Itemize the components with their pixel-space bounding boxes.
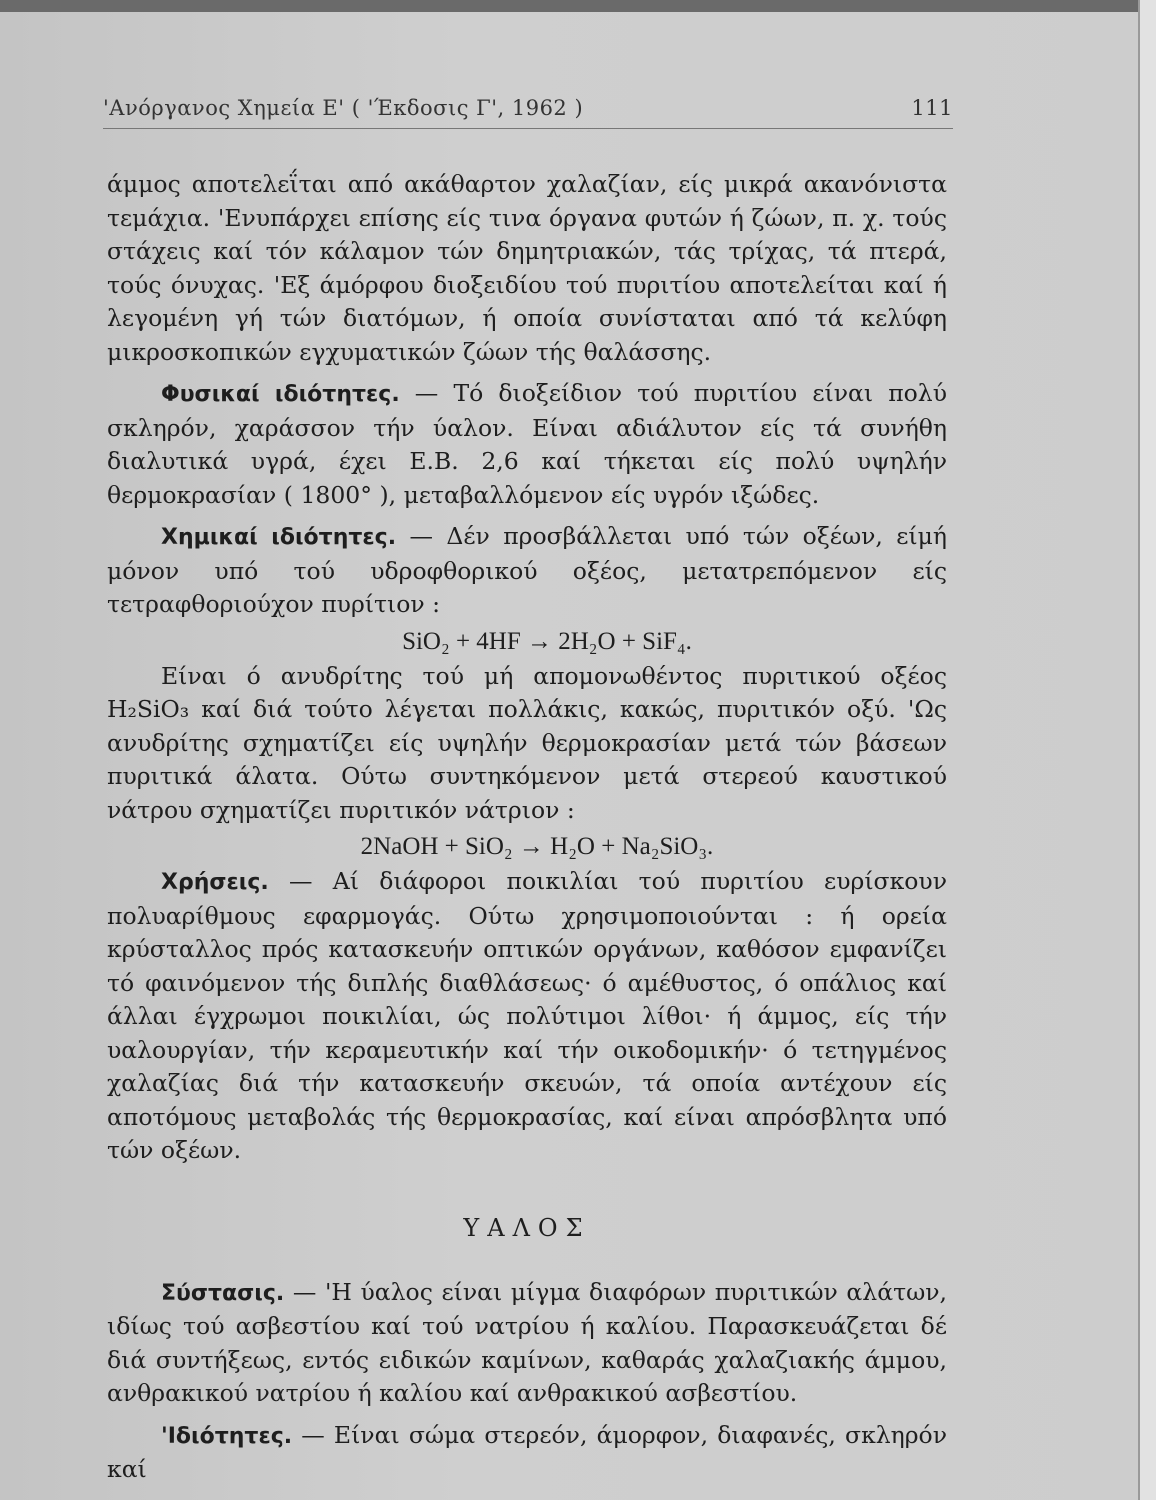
running-header (103, 96, 953, 130)
paragraph-glass-properties (107, 1419, 947, 1487)
paragraph-chemical-properties (107, 520, 947, 622)
paragraph-composition (107, 1276, 947, 1411)
equation-naoh: 2NaOH + SiO₂ → H₂O + Na₂SiO₃. (360, 833, 714, 860)
paragraph-uses (107, 865, 947, 1168)
scan-edge-top (0, 0, 1140, 12)
equation-hf: SiO₂ + 4HF → 2H₂O + SiF₄. (402, 627, 692, 655)
physical-properties-text: — Τό διοξείδιον τού πυριτίου είναι πολύ σκληρόν, χαράσσον τήν ύαλον. Είναι αδιάλυτον είς τά συνήθη διαλυτικά υγρά, έχει Ε.Β. 2,6 καί τήκεται είς πολύ υψηλήν θερμοκρασίαν ( 1800° ), μεταβαλλόμενον είς υγρόν ιξώδες. (107, 379, 947, 509)
paragraph-anhydride: Είναι ό ανυδρίτης τού μή απομονωθέντος πυριτικού οξέος H₂SiO₃ καί διά τούτο λέγεται πολλάκις, κακώς, πυριτικόν οξύ. 'Ως ανυδρίτης σχηματίζει είς υψηλήν θερμοκρασίαν μετά τών βάσεων πυριτικά άλατα. Ούτω συντηκόμενον μετά στερεού καυστικού νάτρου σχηματίζει πυριτικόν νάτριον : (107, 661, 947, 824)
scan-edge-right (1138, 0, 1156, 1500)
uses-text: — Αί διάφοροι ποικιλίαι τού πυριτίου ευρίσκουν πολυαρίθμους εφαρμογάς. Ούτω χρησιμοποιούνται : ή ορεία κρύσταλλος πρός κατασκευήν οπτικών οργάνων, καθόσον εμφανίζει τό φαινόμενον τής διπλής διαθλάσεως· ό αμέθυστος, ό οπάλιος καί άλλαι έγχρωμοι ποικιλίαι, ώς πολύτιμοι λίθοι· ή άμμος, είς τήν υαλουργίαν, τήν κεραμευτικήν καί τήν οικοδομικήν· ό τετηγμένος χαλαζίας διά τήν κατασκευήν σκευών, τά οποία αντέχουν είς αποτόμους μεταβολάς τής θερμοκρασίας, καί είναι απρόσβλητα υπό τών οξέων. (107, 867, 947, 1164)
paragraph-intro: άμμος αποτελεΐται από ακάθαρτον χαλαζίαν, είς μικρά ακανόνιστα τεμάχια. 'Ενυπάρχει επίσης είς τινα όργανα φυτών ή ζώων, π. χ. τούς στάχεις καί τόν κάλαμον τών δημητριακών, τάς τρίχας, τά πτερά, τούς όνυχας. 'Εξ άμόρφου διοξειδίου τού πυριτίου αποτελείται καί ή λεγομένη γή τών διατόμων, ή οποία συνίσταται από τά κελύφη μικροσκοπικών εγχυματικών ζώων τής θαλάσσης. (107, 170, 947, 366)
page-body (107, 168, 947, 1487)
section-title-glass: ΥΑΛΟΣ (463, 1213, 591, 1242)
heading-glass-properties: 'Ιδιότητες. (161, 1423, 293, 1449)
paragraph-physical-properties (107, 377, 947, 512)
chemical-properties-text: — Δέν προσβάλλεται υπό τών οξέων, είμή μόνον υπό τού υδροφθορικού οξέος, μετατρεπόμενον είς τετραφθοριούχον πυρίτιον : (107, 522, 947, 618)
heading-physical-properties: Φυσικαί ιδιότητες. (161, 382, 400, 407)
heading-uses: Χρήσεις. (161, 870, 269, 895)
heading-chemical-properties: Χημικαί ιδιότητες. (161, 525, 397, 550)
glass-properties-text: — Είναι σώμα στερεόν, άμορφον, διαφανές, σκληρόν καί (107, 1420, 947, 1483)
composition-text: — 'Η ύαλος είναι μίγμα διαφόρων πυριτικών αλάτων, ιδίως τού ασβεστίου καί τού νατρίου ή καλίου. Παρασκευάζεται δέ διά συντήξεως, εντός ειδικών καμίνων, καθαράς χαλαζιακής άμμου, ανθρακικού νατρίου ή καλίου καί ανθρακικού ασβεστίου. (107, 1277, 947, 1407)
header-title: 'Ανόργανος Χημεία Ε' ( 'Έκδοσις Γ', 1962 ) (103, 96, 584, 120)
page-number: 111 (911, 96, 953, 120)
header-rule (103, 128, 953, 129)
heading-composition: Σύστασις. (161, 1280, 285, 1306)
